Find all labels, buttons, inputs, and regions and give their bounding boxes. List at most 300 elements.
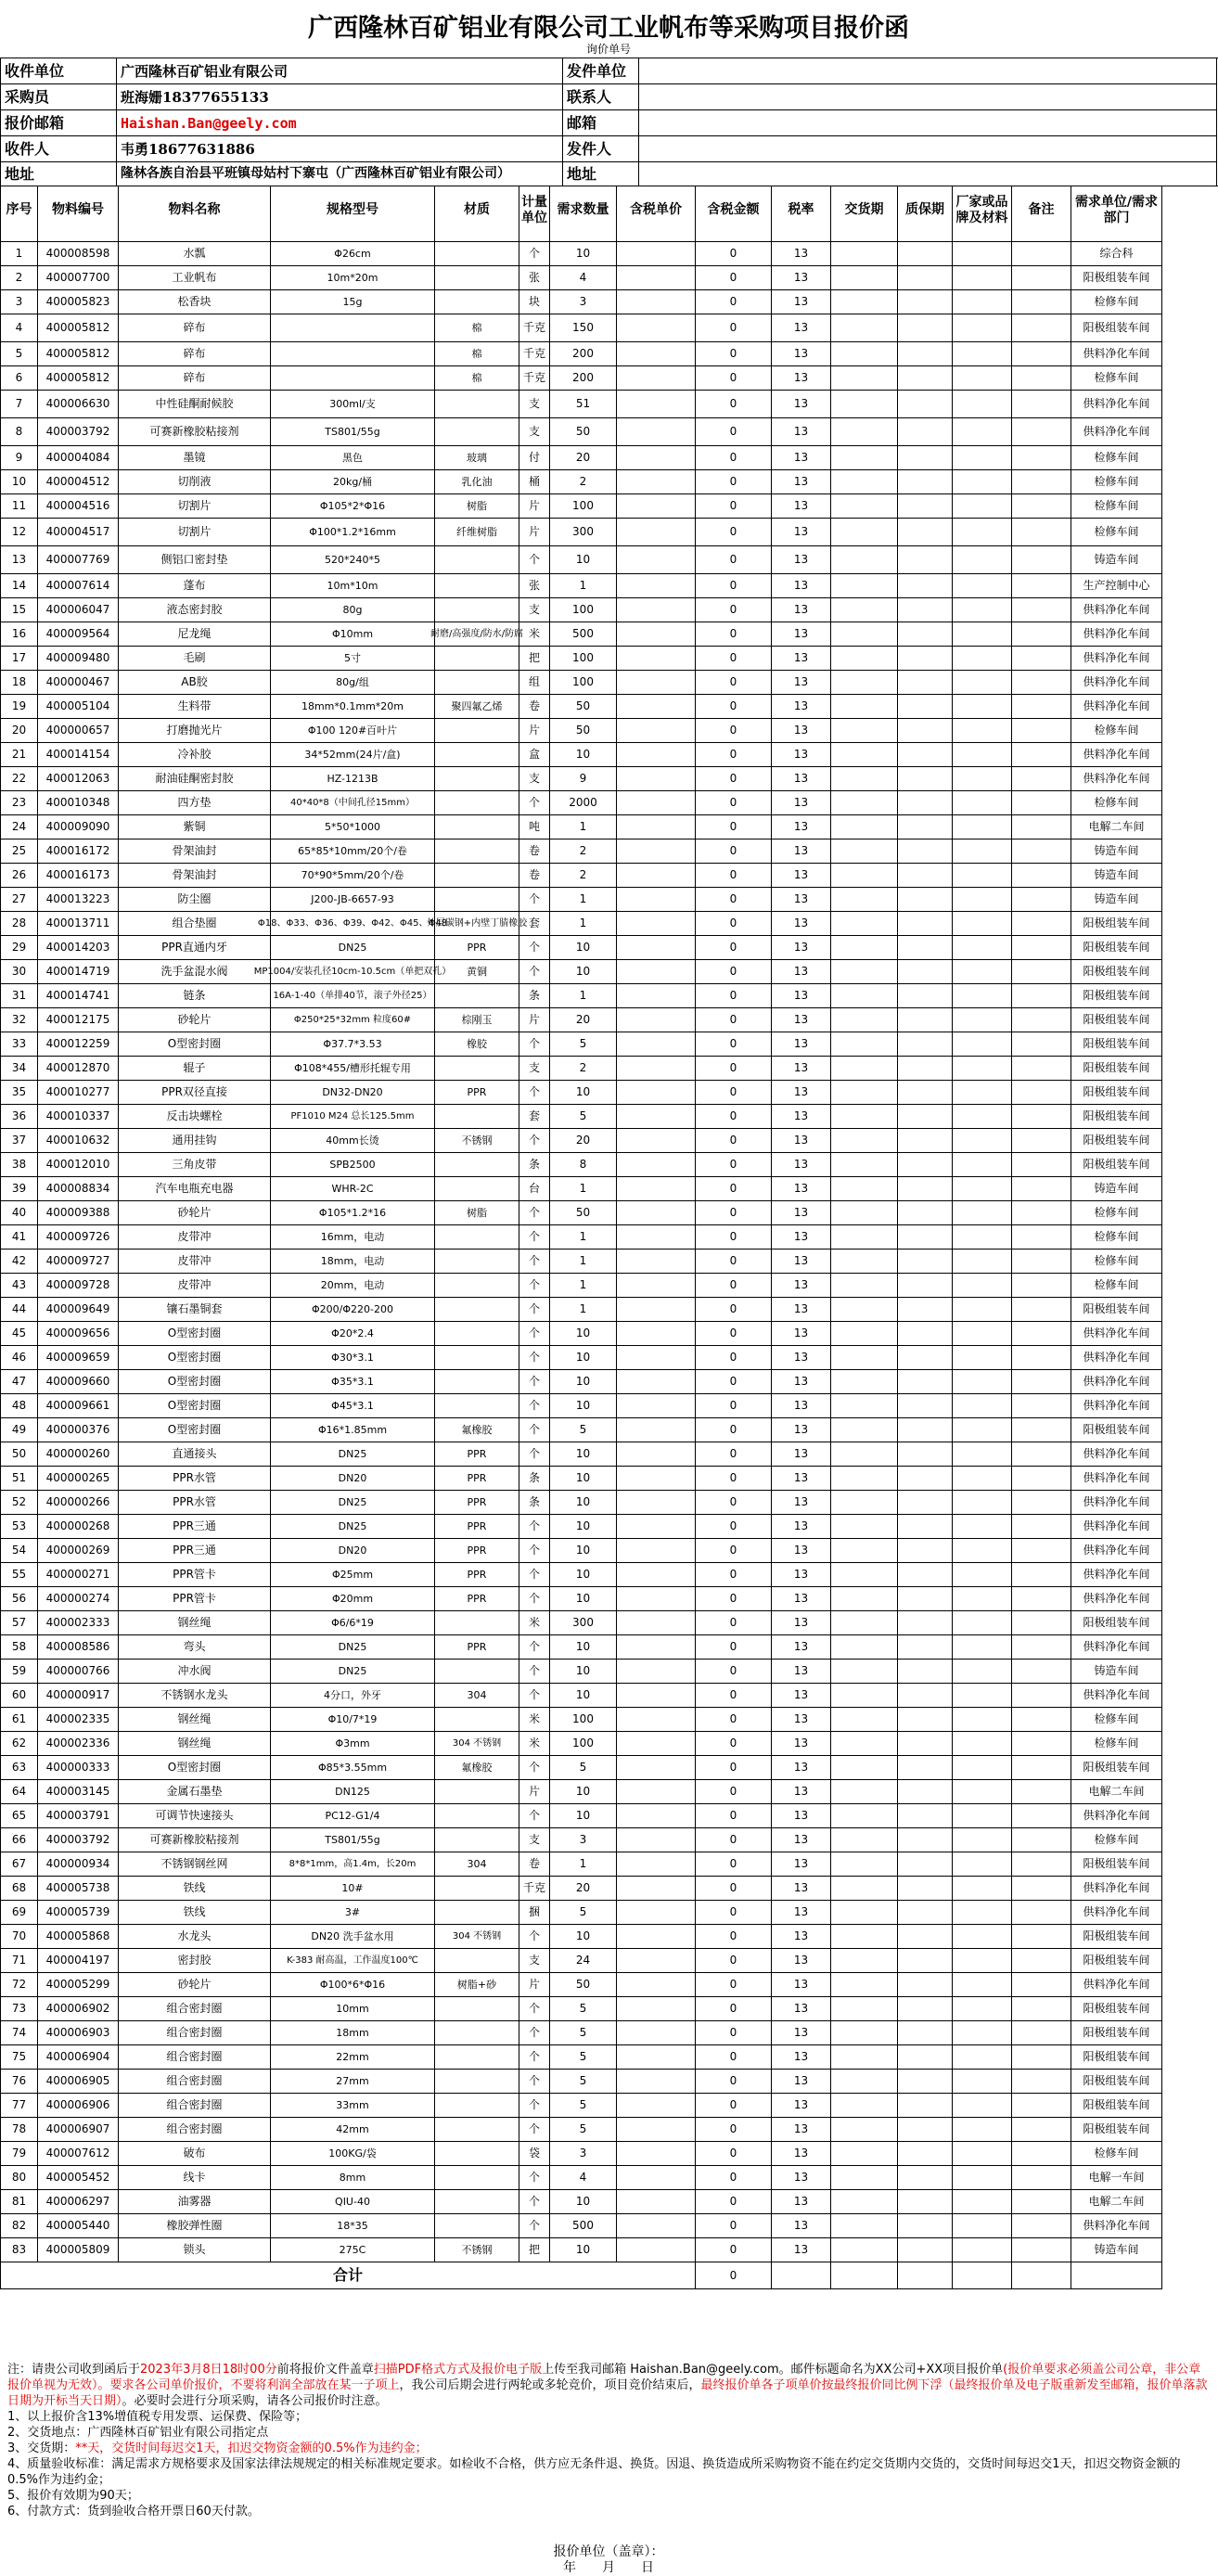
cell-remark[interactable]	[1012, 1225, 1071, 1250]
cell-brand[interactable]	[953, 574, 1012, 598]
cell-delivery[interactable]	[831, 1780, 898, 1804]
cell-warranty[interactable]	[898, 1852, 953, 1877]
cell-unit-price[interactable]	[617, 622, 696, 647]
cell-remark[interactable]	[1012, 1901, 1071, 1925]
cell-warranty[interactable]	[898, 839, 953, 864]
cell-brand[interactable]	[953, 2190, 1012, 2214]
cell-remark[interactable]	[1012, 1611, 1071, 1635]
cell-remark[interactable]	[1012, 839, 1071, 864]
cell-remark[interactable]	[1012, 290, 1071, 314]
cell-delivery[interactable]	[831, 1370, 898, 1394]
cell-delivery[interactable]	[831, 2045, 898, 2070]
cell-brand[interactable]	[953, 290, 1012, 314]
cell-unit-price[interactable]	[617, 494, 696, 519]
cell-unit-price[interactable]	[617, 960, 696, 984]
cell-unit-price[interactable]	[617, 743, 696, 767]
cell-delivery[interactable]	[831, 1177, 898, 1201]
cell-remark[interactable]	[1012, 1539, 1071, 1563]
cell-remark[interactable]	[1012, 2190, 1071, 2214]
cell-delivery[interactable]	[831, 1587, 898, 1611]
cell-warranty[interactable]	[898, 391, 953, 418]
cell-delivery[interactable]	[831, 2238, 898, 2262]
cell-remark[interactable]	[1012, 1298, 1071, 1322]
cell-remark[interactable]	[1012, 1129, 1071, 1153]
cell-unit-price[interactable]	[617, 1250, 696, 1274]
cell-brand[interactable]	[953, 1250, 1012, 1274]
cell-remark[interactable]	[1012, 984, 1071, 1008]
cell-warranty[interactable]	[898, 366, 953, 391]
cell-unit-price[interactable]	[617, 1515, 696, 1539]
cell-delivery[interactable]	[831, 1563, 898, 1587]
cell-delivery[interactable]	[831, 743, 898, 767]
cell-unit-price[interactable]	[617, 647, 696, 671]
cell-remark[interactable]	[1012, 1708, 1071, 1732]
cell-warranty[interactable]	[898, 290, 953, 314]
cell-unit-price[interactable]	[617, 864, 696, 888]
cell-remark[interactable]	[1012, 864, 1071, 888]
cell-warranty[interactable]	[898, 418, 953, 446]
cell-delivery[interactable]	[831, 519, 898, 546]
cell-warranty[interactable]	[898, 1491, 953, 1515]
cell-warranty[interactable]	[898, 2190, 953, 2214]
cell-remark[interactable]	[1012, 519, 1071, 546]
sender-unit-value[interactable]	[639, 58, 1217, 84]
cell-delivery[interactable]	[831, 1322, 898, 1346]
cell-warranty[interactable]	[898, 719, 953, 743]
cell-remark[interactable]	[1012, 2094, 1071, 2118]
cell-warranty[interactable]	[898, 2166, 953, 2190]
cell-warranty[interactable]	[898, 1804, 953, 1828]
cell-warranty[interactable]	[898, 314, 953, 342]
cell-brand[interactable]	[953, 1322, 1012, 1346]
cell-remark[interactable]	[1012, 1660, 1071, 1684]
cell-unit-price[interactable]	[617, 791, 696, 815]
cell-delivery[interactable]	[831, 418, 898, 446]
cell-remark[interactable]	[1012, 1973, 1071, 1997]
cell-unit-price[interactable]	[617, 598, 696, 622]
cell-brand[interactable]	[953, 1611, 1012, 1635]
cell-delivery[interactable]	[831, 1442, 898, 1467]
cell-delivery[interactable]	[831, 864, 898, 888]
cell-warranty[interactable]	[898, 1057, 953, 1081]
cell-brand[interactable]	[953, 1997, 1012, 2021]
cell-remark[interactable]	[1012, 2118, 1071, 2142]
cell-delivery[interactable]	[831, 1852, 898, 1877]
cell-unit-price[interactable]	[617, 1684, 696, 1708]
cell-unit-price[interactable]	[617, 1780, 696, 1804]
cell-unit-price[interactable]	[617, 1828, 696, 1852]
cell-delivery[interactable]	[831, 1057, 898, 1081]
cell-unit-price[interactable]	[617, 2142, 696, 2166]
cell-delivery[interactable]	[831, 1611, 898, 1635]
cell-warranty[interactable]	[898, 671, 953, 695]
cell-unit-price[interactable]	[617, 1442, 696, 1467]
cell-unit-price[interactable]	[617, 1635, 696, 1660]
cell-brand[interactable]	[953, 470, 1012, 494]
cell-unit-price[interactable]	[617, 1322, 696, 1346]
sender-value[interactable]	[639, 136, 1217, 162]
cell-remark[interactable]	[1012, 936, 1071, 960]
cell-unit-price[interactable]	[617, 1877, 696, 1901]
cell-brand[interactable]	[953, 1780, 1012, 1804]
cell-remark[interactable]	[1012, 1877, 1071, 1901]
cell-delivery[interactable]	[831, 1635, 898, 1660]
cell-brand[interactable]	[953, 494, 1012, 519]
cell-warranty[interactable]	[898, 1322, 953, 1346]
cell-delivery[interactable]	[831, 984, 898, 1008]
cell-unit-price[interactable]	[617, 1129, 696, 1153]
cell-delivery[interactable]	[831, 1756, 898, 1780]
cell-delivery[interactable]	[831, 815, 898, 839]
cell-warranty[interactable]	[898, 2070, 953, 2094]
cell-remark[interactable]	[1012, 960, 1071, 984]
cell-warranty[interactable]	[898, 1153, 953, 1177]
cell-brand[interactable]	[953, 1467, 1012, 1491]
cell-remark[interactable]	[1012, 1370, 1071, 1394]
cell-warranty[interactable]	[898, 1660, 953, 1684]
cell-warranty[interactable]	[898, 470, 953, 494]
cell-remark[interactable]	[1012, 743, 1071, 767]
cell-brand[interactable]	[953, 1660, 1012, 1684]
cell-unit-price[interactable]	[617, 1153, 696, 1177]
cell-brand[interactable]	[953, 366, 1012, 391]
cell-unit-price[interactable]	[617, 1370, 696, 1394]
cell-remark[interactable]	[1012, 2238, 1071, 2262]
cell-brand[interactable]	[953, 2021, 1012, 2045]
cell-warranty[interactable]	[898, 266, 953, 290]
cell-delivery[interactable]	[831, 1008, 898, 1032]
cell-brand[interactable]	[953, 1418, 1012, 1442]
cell-remark[interactable]	[1012, 1346, 1071, 1370]
cell-delivery[interactable]	[831, 1708, 898, 1732]
cell-brand[interactable]	[953, 1708, 1012, 1732]
cell-warranty[interactable]	[898, 1370, 953, 1394]
cell-unit-price[interactable]	[617, 1346, 696, 1370]
cell-unit-price[interactable]	[617, 1997, 696, 2021]
contact-value[interactable]	[639, 84, 1217, 110]
cell-remark[interactable]	[1012, 1732, 1071, 1756]
cell-remark[interactable]	[1012, 1322, 1071, 1346]
cell-unit-price[interactable]	[617, 1660, 696, 1684]
cell-warranty[interactable]	[898, 598, 953, 622]
cell-delivery[interactable]	[831, 1418, 898, 1442]
cell-remark[interactable]	[1012, 494, 1071, 519]
cell-brand[interactable]	[953, 1129, 1012, 1153]
cell-warranty[interactable]	[898, 888, 953, 912]
cell-unit-price[interactable]	[617, 1901, 696, 1925]
cell-delivery[interactable]	[831, 1515, 898, 1539]
cell-delivery[interactable]	[831, 888, 898, 912]
cell-brand[interactable]	[953, 984, 1012, 1008]
cell-brand[interactable]	[953, 671, 1012, 695]
cell-remark[interactable]	[1012, 1177, 1071, 1201]
cell-remark[interactable]	[1012, 1274, 1071, 1298]
cell-remark[interactable]	[1012, 791, 1071, 815]
cell-remark[interactable]	[1012, 719, 1071, 743]
cell-warranty[interactable]	[898, 622, 953, 647]
cell-brand[interactable]	[953, 1274, 1012, 1298]
cell-unit-price[interactable]	[617, 815, 696, 839]
cell-brand[interactable]	[953, 418, 1012, 446]
cell-warranty[interactable]	[898, 1949, 953, 1973]
cell-delivery[interactable]	[831, 2021, 898, 2045]
cell-warranty[interactable]	[898, 960, 953, 984]
cell-brand[interactable]	[953, 647, 1012, 671]
cell-warranty[interactable]	[898, 1611, 953, 1635]
cell-brand[interactable]	[953, 2070, 1012, 2094]
cell-delivery[interactable]	[831, 494, 898, 519]
cell-delivery[interactable]	[831, 1901, 898, 1925]
cell-remark[interactable]	[1012, 1925, 1071, 1949]
cell-delivery[interactable]	[831, 2094, 898, 2118]
cell-warranty[interactable]	[898, 1418, 953, 1442]
cell-brand[interactable]	[953, 1804, 1012, 1828]
cell-delivery[interactable]	[831, 767, 898, 791]
cell-delivery[interactable]	[831, 1250, 898, 1274]
cell-unit-price[interactable]	[617, 912, 696, 936]
cell-brand[interactable]	[953, 1732, 1012, 1756]
cell-brand[interactable]	[953, 1684, 1012, 1708]
cell-brand[interactable]	[953, 2166, 1012, 2190]
cell-brand[interactable]	[953, 1394, 1012, 1418]
cell-warranty[interactable]	[898, 1394, 953, 1418]
cell-unit-price[interactable]	[617, 1394, 696, 1418]
cell-delivery[interactable]	[831, 1467, 898, 1491]
cell-unit-price[interactable]	[617, 242, 696, 266]
cell-delivery[interactable]	[831, 2190, 898, 2214]
cell-unit-price[interactable]	[617, 1274, 696, 1298]
cell-brand[interactable]	[953, 888, 1012, 912]
cell-brand[interactable]	[953, 960, 1012, 984]
cell-brand[interactable]	[953, 1515, 1012, 1539]
cell-delivery[interactable]	[831, 1925, 898, 1949]
cell-remark[interactable]	[1012, 598, 1071, 622]
cell-warranty[interactable]	[898, 1298, 953, 1322]
cell-unit-price[interactable]	[617, 984, 696, 1008]
cell-brand[interactable]	[953, 2142, 1012, 2166]
cell-brand[interactable]	[953, 1563, 1012, 1587]
cell-delivery[interactable]	[831, 1491, 898, 1515]
cell-warranty[interactable]	[898, 1225, 953, 1250]
cell-warranty[interactable]	[898, 647, 953, 671]
cell-delivery[interactable]	[831, 960, 898, 984]
cell-warranty[interactable]	[898, 2214, 953, 2238]
cell-brand[interactable]	[953, 719, 1012, 743]
cell-unit-price[interactable]	[617, 719, 696, 743]
cell-remark[interactable]	[1012, 470, 1071, 494]
cell-brand[interactable]	[953, 936, 1012, 960]
cell-remark[interactable]	[1012, 1467, 1071, 1491]
cell-delivery[interactable]	[831, 1081, 898, 1105]
cell-unit-price[interactable]	[617, 1949, 696, 1973]
cell-unit-price[interactable]	[617, 695, 696, 719]
email-value[interactable]: Haishan.Ban@geely.com	[117, 110, 563, 136]
cell-remark[interactable]	[1012, 266, 1071, 290]
cell-warranty[interactable]	[898, 2142, 953, 2166]
cell-warranty[interactable]	[898, 2021, 953, 2045]
cell-warranty[interactable]	[898, 2118, 953, 2142]
cell-unit-price[interactable]	[617, 290, 696, 314]
cell-warranty[interactable]	[898, 1925, 953, 1949]
cell-warranty[interactable]	[898, 1587, 953, 1611]
cell-unit-price[interactable]	[617, 1081, 696, 1105]
cell-remark[interactable]	[1012, 1635, 1071, 1660]
cell-delivery[interactable]	[831, 598, 898, 622]
cell-remark[interactable]	[1012, 1250, 1071, 1274]
cell-unit-price[interactable]	[617, 1467, 696, 1491]
cell-remark[interactable]	[1012, 1153, 1071, 1177]
cell-brand[interactable]	[953, 2118, 1012, 2142]
cell-unit-price[interactable]	[617, 1539, 696, 1563]
cell-warranty[interactable]	[898, 2094, 953, 2118]
cell-unit-price[interactable]	[617, 391, 696, 418]
cell-brand[interactable]	[953, 446, 1012, 470]
cell-unit-price[interactable]	[617, 1925, 696, 1949]
cell-warranty[interactable]	[898, 864, 953, 888]
cell-delivery[interactable]	[831, 470, 898, 494]
cell-remark[interactable]	[1012, 546, 1071, 574]
cell-warranty[interactable]	[898, 574, 953, 598]
cell-unit-price[interactable]	[617, 2094, 696, 2118]
cell-remark[interactable]	[1012, 2142, 1071, 2166]
cell-unit-price[interactable]	[617, 1418, 696, 1442]
cell-brand[interactable]	[953, 767, 1012, 791]
cell-unit-price[interactable]	[617, 546, 696, 574]
cell-brand[interactable]	[953, 1925, 1012, 1949]
cell-brand[interactable]	[953, 1973, 1012, 1997]
cell-unit-price[interactable]	[617, 839, 696, 864]
cell-remark[interactable]	[1012, 1515, 1071, 1539]
cell-warranty[interactable]	[898, 1756, 953, 1780]
cell-unit-price[interactable]	[617, 418, 696, 446]
cell-remark[interactable]	[1012, 314, 1071, 342]
cell-warranty[interactable]	[898, 984, 953, 1008]
cell-unit-price[interactable]	[617, 1225, 696, 1250]
cell-warranty[interactable]	[898, 494, 953, 519]
cell-delivery[interactable]	[831, 1804, 898, 1828]
cell-warranty[interactable]	[898, 1177, 953, 1201]
cell-unit-price[interactable]	[617, 266, 696, 290]
cell-delivery[interactable]	[831, 1298, 898, 1322]
cell-delivery[interactable]	[831, 1997, 898, 2021]
cell-warranty[interactable]	[898, 1129, 953, 1153]
mailbox-value[interactable]	[639, 110, 1217, 136]
cell-delivery[interactable]	[831, 791, 898, 815]
cell-delivery[interactable]	[831, 2118, 898, 2142]
cell-brand[interactable]	[953, 791, 1012, 815]
cell-warranty[interactable]	[898, 2238, 953, 2262]
cell-delivery[interactable]	[831, 1394, 898, 1418]
cell-remark[interactable]	[1012, 912, 1071, 936]
cell-remark[interactable]	[1012, 342, 1071, 366]
cell-delivery[interactable]	[831, 1153, 898, 1177]
cell-warranty[interactable]	[898, 815, 953, 839]
cell-warranty[interactable]	[898, 767, 953, 791]
cell-unit-price[interactable]	[617, 2021, 696, 2045]
cell-warranty[interactable]	[898, 1467, 953, 1491]
cell-remark[interactable]	[1012, 1418, 1071, 1442]
cell-warranty[interactable]	[898, 1732, 953, 1756]
cell-delivery[interactable]	[831, 2070, 898, 2094]
cell-brand[interactable]	[953, 1756, 1012, 1780]
cell-warranty[interactable]	[898, 546, 953, 574]
cell-unit-price[interactable]	[617, 2070, 696, 2094]
cell-unit-price[interactable]	[617, 1177, 696, 1201]
cell-delivery[interactable]	[831, 290, 898, 314]
cell-brand[interactable]	[953, 242, 1012, 266]
cell-delivery[interactable]	[831, 936, 898, 960]
cell-remark[interactable]	[1012, 418, 1071, 446]
cell-brand[interactable]	[953, 1032, 1012, 1057]
cell-unit-price[interactable]	[617, 314, 696, 342]
cell-unit-price[interactable]	[617, 1201, 696, 1225]
cell-remark[interactable]	[1012, 1780, 1071, 1804]
cell-remark[interactable]	[1012, 2214, 1071, 2238]
cell-brand[interactable]	[953, 391, 1012, 418]
cell-brand[interactable]	[953, 1081, 1012, 1105]
cell-remark[interactable]	[1012, 888, 1071, 912]
cell-brand[interactable]	[953, 546, 1012, 574]
cell-remark[interactable]	[1012, 1756, 1071, 1780]
cell-remark[interactable]	[1012, 1442, 1071, 1467]
cell-remark[interactable]	[1012, 1684, 1071, 1708]
cell-delivery[interactable]	[831, 366, 898, 391]
cell-unit-price[interactable]	[617, 2214, 696, 2238]
cell-warranty[interactable]	[898, 912, 953, 936]
cell-remark[interactable]	[1012, 1008, 1071, 1032]
cell-delivery[interactable]	[831, 839, 898, 864]
cell-unit-price[interactable]	[617, 574, 696, 598]
cell-remark[interactable]	[1012, 366, 1071, 391]
cell-unit-price[interactable]	[617, 1105, 696, 1129]
cell-brand[interactable]	[953, 1877, 1012, 1901]
cell-brand[interactable]	[953, 1901, 1012, 1925]
cell-delivery[interactable]	[831, 546, 898, 574]
cell-warranty[interactable]	[898, 1081, 953, 1105]
cell-remark[interactable]	[1012, 574, 1071, 598]
cell-warranty[interactable]	[898, 1901, 953, 1925]
cell-warranty[interactable]	[898, 1201, 953, 1225]
cell-unit-price[interactable]	[617, 1563, 696, 1587]
cell-unit-price[interactable]	[617, 446, 696, 470]
cell-remark[interactable]	[1012, 767, 1071, 791]
cell-brand[interactable]	[953, 1105, 1012, 1129]
cell-remark[interactable]	[1012, 2021, 1071, 2045]
cell-unit-price[interactable]	[617, 936, 696, 960]
cell-remark[interactable]	[1012, 1081, 1071, 1105]
cell-delivery[interactable]	[831, 671, 898, 695]
cell-brand[interactable]	[953, 622, 1012, 647]
cell-delivery[interactable]	[831, 266, 898, 290]
cell-brand[interactable]	[953, 1153, 1012, 1177]
cell-brand[interactable]	[953, 2238, 1012, 2262]
cell-remark[interactable]	[1012, 2045, 1071, 2070]
cell-brand[interactable]	[953, 839, 1012, 864]
cell-warranty[interactable]	[898, 1684, 953, 1708]
cell-delivery[interactable]	[831, 242, 898, 266]
cell-brand[interactable]	[953, 912, 1012, 936]
cell-delivery[interactable]	[831, 1973, 898, 1997]
cell-unit-price[interactable]	[617, 1804, 696, 1828]
cell-remark[interactable]	[1012, 242, 1071, 266]
cell-unit-price[interactable]	[617, 1008, 696, 1032]
cell-warranty[interactable]	[898, 1828, 953, 1852]
cell-unit-price[interactable]	[617, 1756, 696, 1780]
cell-delivery[interactable]	[831, 1129, 898, 1153]
cell-brand[interactable]	[953, 1828, 1012, 1852]
cell-unit-price[interactable]	[617, 1491, 696, 1515]
cell-delivery[interactable]	[831, 1684, 898, 1708]
